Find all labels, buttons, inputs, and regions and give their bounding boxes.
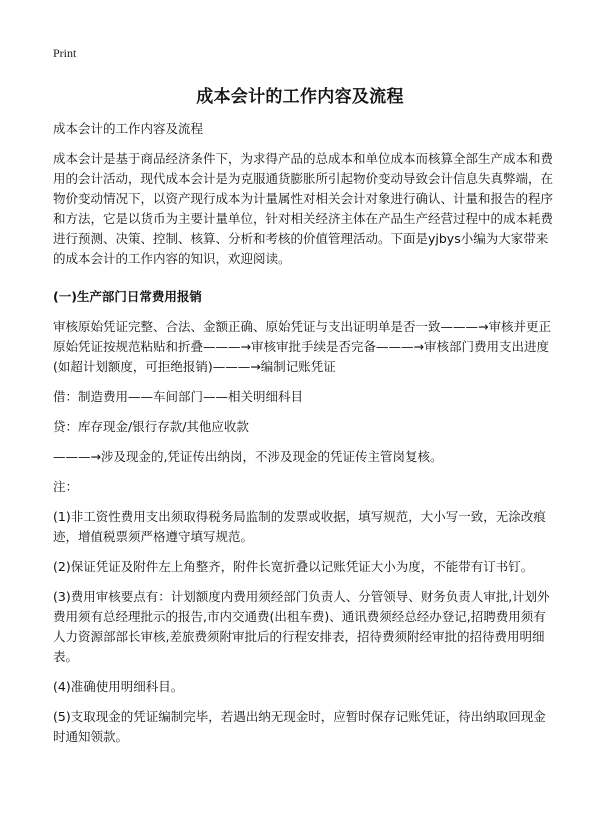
note-item-1: (1)非工资性费用支出须取得税务局监制的发票或收据，填写规范，大小写一致，无涂改痕迹，增值税票须严格遵守填写规范。: [53, 509, 546, 544]
debit-entry: 借：制造费用——车间部门——相关明细科目: [53, 389, 304, 404]
article-body: [53, 119, 557, 757]
section-heading: (一)生产部门日常费用报销: [53, 289, 202, 304]
credit-entry: 贷：库存现金/银行存款/其他应收款: [53, 419, 249, 434]
note-item-4: (4)准确使用明细科目。: [53, 679, 184, 694]
note-item-3: (3)费用审核要点有：计划额度内费用须经部门负责人、分管领导、财务负责人审批,计划外费用须有总经理批示的报告,市内交通费(出租车费)、通讯费须经总经办登记,招聘费用须有人力资源部部长审核,差旅费须附审批后的行程安排表，招待费须附经审批的招待费用明细表。: [53, 589, 550, 664]
note-item-2: (2)保证凭证及附件左上角整齐，附件长宽折叠以记账凭证大小为度，不能带有订书钉。: [53, 559, 534, 574]
flow-paragraph: 审核原始凭证完整、合法、金额正确、原始凭证与支出证明单是否一致———→审核并更正原始凭证按规范粘贴和折叠———→审核审批手续是否完备———→审核部门费用支出进度(如超计划额度，可拒绝报销)———→编制记账凭证: [53, 319, 551, 374]
article-subtitle: 成本会计的工作内容及流程: [53, 121, 204, 136]
transfer-note: ———→涉及现金的,凭证传出纳岗，不涉及现金的凭证传主管岗复核。: [53, 449, 443, 464]
intro-paragraph: 成本会计是基于商品经济条件下，为求得产品的总成本和单位成本而核算全部生产成本和费用的会计活动，现代成本会计是为克服通货膨胀所引起物价变动导致会计信息失真弊端，在物价变动情况下，以资产现行成本为计量属性对相关会计对象进行确认、计量和报告的程序和方法，它是以货币为主要计量单位，针对相关经济主体在产品生产经营过程中的成本耗费进行预测、决策、控制、核算、分析和考核的价值管理活动。下面是yjbys小编为大家带来的成本会计的工作内容的知识，欢迎阅读。: [53, 151, 554, 266]
page-title: 成本会计的工作内容及流程: [196, 87, 404, 107]
print-label: Print: [53, 46, 77, 60]
note-item-5: (5)支取现金的凭证编制完毕，若遇出纳无现金时，应暂时保存记账凭证，待出纳取回现金时通知领款。: [53, 709, 546, 744]
note-label: 注：: [53, 479, 79, 494]
